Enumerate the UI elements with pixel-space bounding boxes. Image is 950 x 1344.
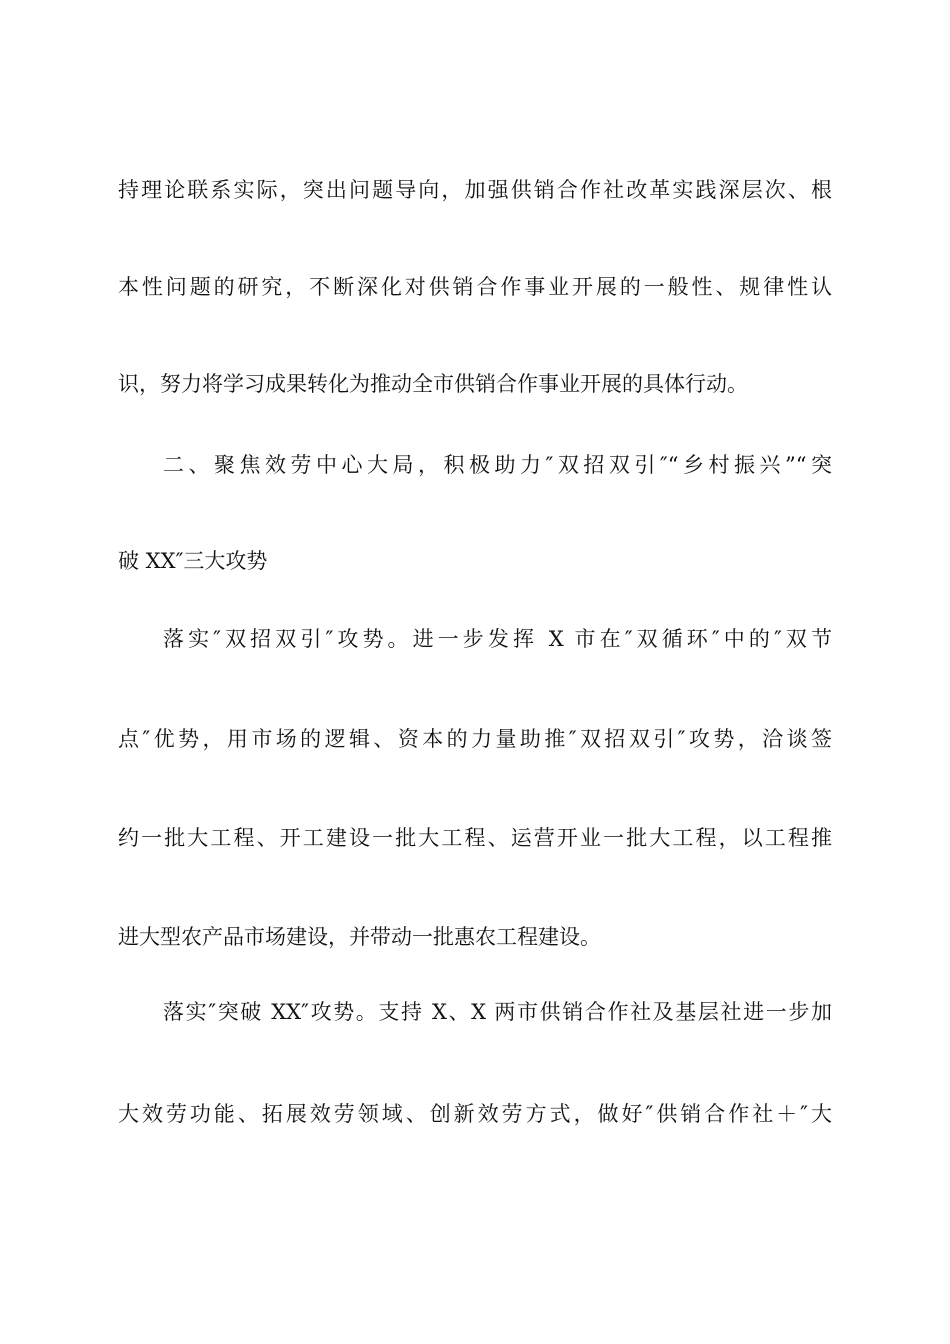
section-heading-line-2: 破 XX″三大攻势 bbox=[118, 549, 268, 573]
paragraph-line-1: 持理论联系实际，突出问题导向，加强供销合作社改革实践深层次、根 bbox=[118, 178, 832, 202]
paragraph-line-5: 点″优势，用市场的逻辑、资本的力量助推″双招双引″攻势，洽谈签 bbox=[118, 727, 832, 751]
section-heading-line-1: 二、聚焦效劳中心大局，积极助力″双招双引″“乡村振兴”“突 bbox=[163, 453, 832, 477]
paragraph-line-6: 约一批大工程、开工建设一批大工程、运营开业一批大工程，以工程推 bbox=[118, 826, 832, 850]
paragraph-line-9: 大效劳功能、拓展效劳领域、创新效劳方式，做好″供销合作社＋″大 bbox=[118, 1102, 832, 1126]
paragraph-line-4: 落实″双招双引″攻势。进一步发挥 X 市在″双循环″中的″双节 bbox=[163, 627, 832, 651]
paragraph-line-2: 本性问题的研究，不断深化对供销合作事业开展的一般性、规律性认 bbox=[118, 275, 832, 299]
paragraph-line-3: 识，努力将学习成果转化为推动全市供销合作事业开展的具体行动。 bbox=[118, 372, 748, 396]
paragraph-line-7: 进大型农产品市场建设，并带动一批惠农工程建设。 bbox=[118, 925, 601, 949]
paragraph-line-8: 落实″突破 XX″攻势。支持 X、X 两市供销合作社及基层社进一步加 bbox=[163, 1000, 832, 1024]
